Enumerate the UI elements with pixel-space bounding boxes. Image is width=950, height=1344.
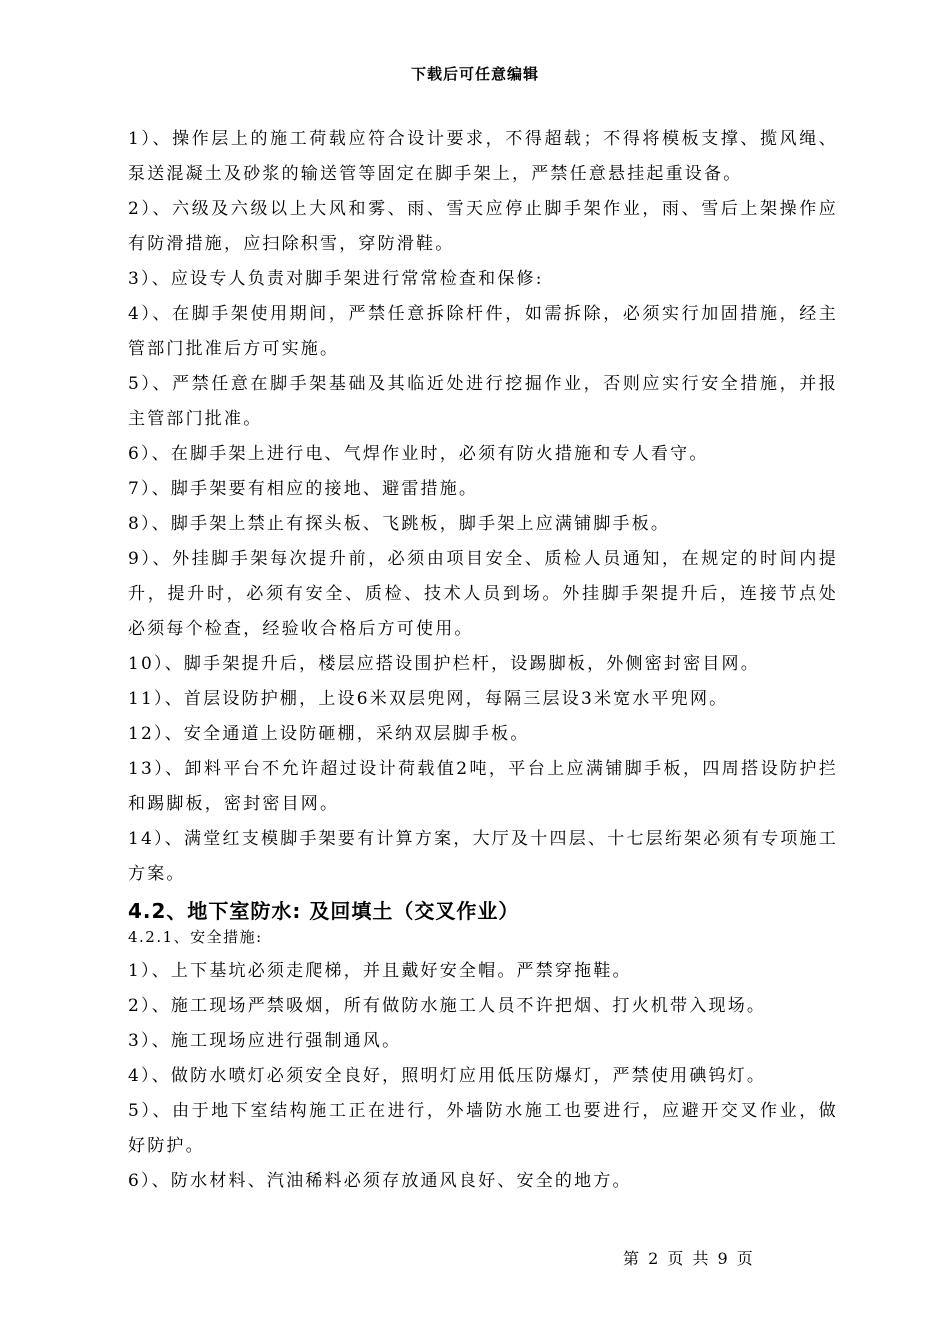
paragraph: 4）、做防水喷灯必须安全良好，照明灯应用低压防爆灯，严禁使用碘钨灯。 xyxy=(128,1066,767,1086)
document-body xyxy=(128,122,838,1199)
paragraph: 7）、脚手架要有相应的接地、避雷措施。 xyxy=(128,479,479,499)
paragraph: 3）、施工现场应进行强制通风。 xyxy=(128,1031,402,1051)
section-heading: 4.2、地下室防水: 及回填土（交叉作业） xyxy=(128,899,520,923)
paragraph: 8）、脚手架上禁止有探头板、飞跳板，脚手架上应满铺脚手板。 xyxy=(128,514,671,534)
page-number: 第 2 页 共 9 页 xyxy=(623,1249,755,1268)
paragraph: 12）、安全通道上设防砸棚，采纳双层脚手板。 xyxy=(128,724,530,744)
paragraph: 5）、严禁任意在脚手架基础及其临近处进行挖掘作业，否则应实行安全措施，并报主管部门批准。 xyxy=(128,374,838,429)
paragraph: 10）、脚手架提升后，楼层应搭设围护栏杆，设踢脚板，外侧密封密目网。 xyxy=(128,654,760,674)
paragraph: 1）、上下基坑必须走爬梯，并且戴好安全帽。严禁穿拖鞋。 xyxy=(128,961,632,981)
paragraph: 3）、应设专人负责对脚手架进行常常检查和保修: xyxy=(128,269,544,289)
paragraph: 9）、外挂脚手架每次提升前，必须由项目安全、质检人员通知，在规定的时间内提升，提升时，必须有安全、质检、技术人员到场。外挂脚手架提升后，连接节点处必须每个检查，经验收合格后方可使用。 xyxy=(128,549,838,639)
paragraph: 2）、施工现场严禁吸烟，所有做防水施工人员不许把烟、打火机带入现场。 xyxy=(128,996,767,1016)
paragraph: 6）、防水材料、汽油稀料必须存放通风良好、安全的地方。 xyxy=(128,1171,632,1191)
page-header: 下载后可任意编辑 xyxy=(410,65,539,83)
paragraph: 5）、由于地下室结构施工正在进行，外墙防水施工也要进行，应避开交叉作业，做好防护。 xyxy=(128,1101,838,1156)
paragraph: 11）、首层设防护棚，上设6米双层兜网，每隔三层设3米宽水平兜网。 xyxy=(128,689,729,709)
paragraph: 6）、在脚手架上进行电、气焊作业时，必须有防火措施和专人看守。 xyxy=(128,444,709,464)
paragraph: 14）、满堂红支模脚手架要有计算方案，大厅及十四层、十七层绗架必须有专项施工方案。 xyxy=(128,829,838,884)
paragraph: 13）、卸料平台不允许超过设计荷载值2吨，平台上应满铺脚手板，四周搭设防护拦和踢脚板，密封密目网。 xyxy=(128,759,838,814)
paragraph: 1）、操作层上的施工荷载应符合设计要求，不得超载；不得将模板支撑、揽风绳、泵送混凝土及砂浆的输送管等固定在脚手架上，严禁任意悬挂起重设备。 xyxy=(128,129,838,184)
paragraph: 2）、六级及六级以上大风和雾、雨、雪天应停止脚手架作业，雨、雪后上架操作应有防滑措施，应扫除积雪，穿防滑鞋。 xyxy=(128,199,838,254)
section-subheading: 4.2.1、安全措施: xyxy=(128,928,263,946)
paragraph: 4）、在脚手架使用期间，严禁任意拆除杆件，如需拆除，必须实行加固措施，经主管部门批准后方可实施。 xyxy=(128,304,838,359)
